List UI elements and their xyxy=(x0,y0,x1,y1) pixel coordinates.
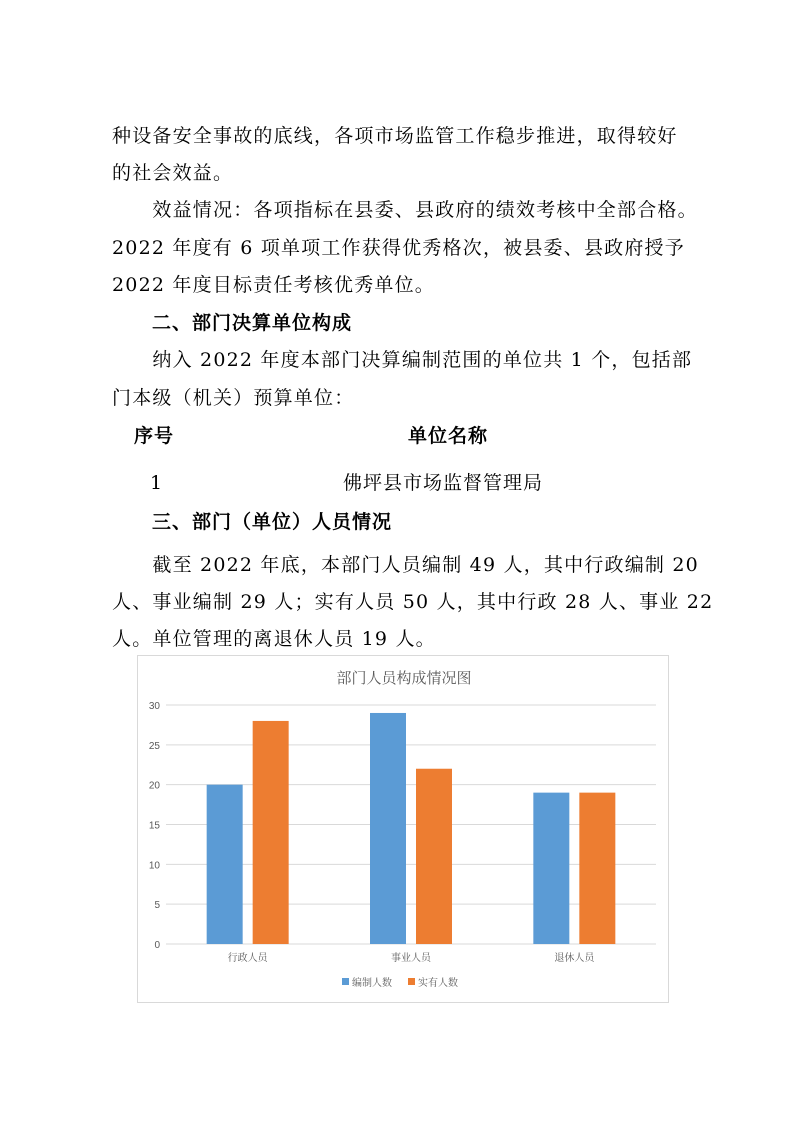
paragraph-3-line-2: 门本级（机关）预算单位： xyxy=(112,387,355,409)
bar-实有人数-事业人员 xyxy=(416,769,452,944)
legend-swatch-编制人数 xyxy=(342,978,349,985)
paragraph-2-line-1: 效益情况：各项指标在县委、县政府的绩效考核中全部合格。 xyxy=(112,199,698,221)
table-header-index: 序号 xyxy=(134,425,175,447)
x-tick-label-行政人员: 行政人员 xyxy=(227,953,268,964)
y-tick-label-30: 30 xyxy=(148,701,160,712)
table-cell-index: 1 xyxy=(150,472,164,494)
y-tick-label-10: 10 xyxy=(148,860,160,872)
bar-编制人数-退休人员 xyxy=(533,793,569,944)
y-tick-label-5: 5 xyxy=(154,900,160,912)
x-tick-label-事业人员: 事业人员 xyxy=(391,953,431,964)
paragraph-4-line-3: 人。单位管理的离退休人员 19 人。 xyxy=(112,628,436,650)
legend-label-实有人数: 实有人数 xyxy=(418,978,458,989)
chart-title: 部门人员构成情况图 xyxy=(336,670,472,687)
chart-svg xyxy=(138,656,670,1004)
bar-实有人数-行政人员 xyxy=(253,721,289,944)
paragraph-2-line-3: 2022 年度目标责任考核优秀单位。 xyxy=(112,274,435,296)
paragraph-4-line-1: 截至 2022 年底，本部门人员编制 49 人，其中行政编制 20 xyxy=(112,554,699,576)
y-tick-label-25: 25 xyxy=(148,740,160,752)
bar-实有人数-退休人员 xyxy=(579,793,615,944)
legend-swatch-实有人数 xyxy=(408,978,415,985)
legend-label-编制人数: 编制人数 xyxy=(352,978,392,989)
x-tick-label-退休人员: 退休人员 xyxy=(554,953,595,964)
table-cell-unit-name: 佛坪县市场监督管理局 xyxy=(343,472,544,494)
paragraph-1-line-1: 种设备安全事故的底线，各项市场监管工作稳步推进，取得较好 xyxy=(112,125,678,147)
bar-编制人数-行政人员 xyxy=(207,785,243,944)
paragraph-3-line-1: 纳入 2022 年度本部门决算编制范围的单位共 1 个，包括部 xyxy=(112,349,693,371)
section-heading-2: 二、部门决算单位构成 xyxy=(112,312,353,334)
paragraph-4-line-2: 人、事业编制 29 人；实有人员 50 人，其中行政 28 人、事业 22 xyxy=(112,591,714,613)
y-tick-label-0: 0 xyxy=(154,940,160,951)
y-tick-label-15: 15 xyxy=(148,820,160,832)
paragraph-1-line-2: 的社会效益。 xyxy=(112,162,234,184)
bar-编制人数-事业人员 xyxy=(370,713,406,944)
section-heading-3: 三、部门（单位）人员情况 xyxy=(112,511,393,533)
table-header-unit-name: 单位名称 xyxy=(408,425,489,447)
paragraph-2-line-2: 2022 年度有 6 项单项工作获得优秀格次，被县委、县政府授予 xyxy=(112,237,685,259)
y-tick-label-20: 20 xyxy=(148,780,160,792)
staff-composition-chart xyxy=(137,655,669,1003)
